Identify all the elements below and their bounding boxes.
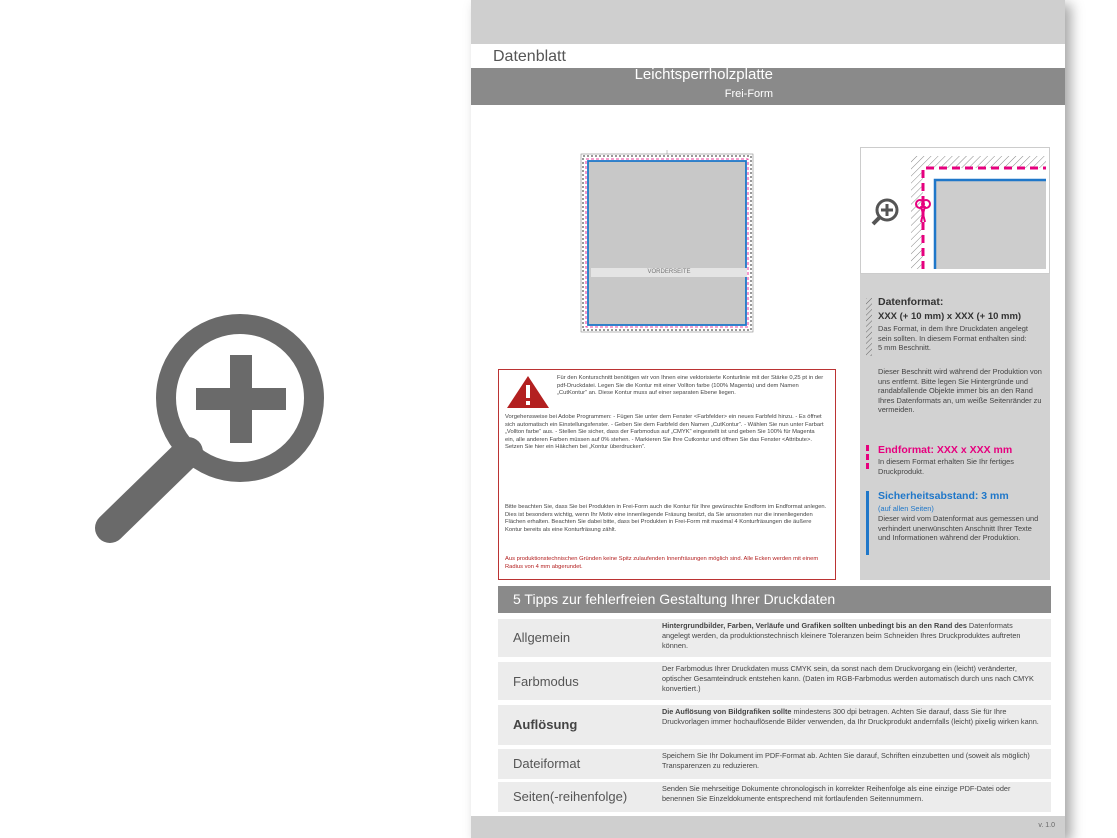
warning-note: Bitte beachten Sie, dass Sie bei Produkten in Frei-Form auch die Kontur für Ihre gewünschte Endform im Endformat anlegen. Dies ist besonders wichtig, wenn Ihr Motiv eine innenliegende Fräsung besitzt, da Sie ansonsten nur die innenliegenden Flächen erhalten. Beachten Sie dabei bitte, dass bei Produkten in Frei-Form mit maximal 4 Konturfräsungen die äußere Kontur bereits als eine Konturfräsung zählt. [505,504,827,533]
tip-text-body: Der Farbmodus Ihrer Druckdaten muss CMYK sein, da sonst nach dem Druckvorgang ein (leicht) veränderter, optischer Gesamteindruck entstehen kann. (Daten im RGB-Farbmodus werden automatisch durch uns nach CMYK konvertiert.) [662,664,1034,693]
tip-row [498,749,1051,779]
template-illustration [577,150,757,335]
sicherheit-heading: Sicherheitsabstand: 3 mm [878,490,1009,502]
tip-text [662,707,1042,727]
tip-text-body: Senden Sie mehrseitige Dokumente chronologisch in korrekter Reihenfolge als eine einzige PDF-Datei oder benennen Sie Einzeldokumente entsprechend mit fortlaufenden Seitennummern. [662,784,1011,803]
product-name: Leichtsperrholzplatte [634,66,773,83]
zoom-in-magnifier-icon[interactable] [70,300,370,560]
tip-label: Dateiformat [513,756,581,771]
warning-triangle-icon [505,374,551,410]
warning-steps: Vorgehensweise bei Adobe Programmen: - Fügen Sie unter dem Fenster <Farbfelder> ein neues Farbfeld hinzu. - Es öffnet sich automatisch ein Einstellungsfenster. - Geben Sie dem Farbfeld den Namen „CutKontur“. - Wählen Sie nun unter Farbart „Vollton farbe“ aus. - Stellen Sie sicher, dass der Farbmodus auf „CMYK“ eingestellt ist und geben Sie 100% für Magenta ein, alle anderen Farben müssen auf 0% stehen. - Markieren Sie Ihre Cutkontur und öffnen Sie das Fenster <Attribute>. Setzen Sie hier ein Häkchen bei „Kontur überdrucken“. [505,414,824,451]
product-variant: Frei-Form [724,88,773,100]
page-top-band [471,0,1065,44]
sicherheit-text: Dieser wird vom Datenformat aus gemessen und verhindert unerwünschten Anschnitt Ihrer Texte und Informationen während der Produktion. [878,514,1039,543]
tip-label: Auflösung [513,717,578,732]
doc-type-label: Datenblatt [471,46,591,68]
tip-text [662,664,1042,694]
warning-red-note: Aus produktionstechnischen Gründen keine Spitz zulaufenden Innenfräsungen möglich sind. Alle Ecken werden mit einem Radius von 4 mm abgerundet. [505,556,819,570]
tip-text [662,784,1042,804]
page-bottom-band [471,816,1065,838]
tip-text [662,621,1042,651]
beschnitt-text: Dieser Beschnitt wird während der Produktion von uns entfernt. Bitte legen Sie Hintergründe und randabfallende Objekte immer bis an den Rand Ihres Datenformats an, um weiße Seitenränder zu vermeiden. [878,367,1042,415]
tip-row [498,705,1051,745]
sicherheit-sub: (auf allen Seiten) [878,504,934,513]
tip-text-body: Speichern Sie Ihr Dokument im PDF-Format ab. Achten Sie darauf, Schriften einzubetten und (soweit als möglich) Transparenzen zu reduzieren. [662,751,1030,770]
tip-label: Allgemein [513,630,571,645]
template-side-label: VORDERSEITE [591,268,747,277]
datenformat-marker [866,298,872,356]
tip-label: Seiten(-reihenfolge) [513,789,628,804]
sicherheit-marker [866,491,869,555]
tips-title: 5 Tipps zur fehlerfreien Gestaltung Ihrer Druckdaten [498,586,1051,613]
corner-detail-illustration [861,148,1051,275]
warning-intro: Für den Konturschnitt benötigen wir von Ihnen eine vektorisierte Konturlinie mit der Stärke 0,25 pt in der pdf-Druckdatei. Legen Sie die Kontur mit einer Vollton farbe (100% Magenta) und dem Namen „CutKontur“ an. Diese Kontur muss auf einer separaten Ebene liegen. [557,375,824,397]
tip-row [498,662,1051,700]
tip-text-body: Datenformats angelegt werden, da produktionstechnisch kleinere Toleranzen beim Schneiden Ihres Druckproduktes auftreten können. [662,621,1021,650]
specs-panel [860,274,1050,580]
corner-detail-box [860,147,1050,274]
tip-text-bold: Die Auflösung von Bildgrafiken sollte [662,707,792,716]
contour-warning-box [498,369,836,580]
version-label: v. 1.0 [1038,822,1055,829]
tip-row [498,619,1051,657]
tip-label: Farbmodus [513,674,579,689]
endformat-heading: Endformat: XXX x XXX mm [878,444,1013,456]
datasheet-page [471,0,1065,838]
tip-text [662,751,1042,771]
datenformat-size: XXX (+ 10 mm) x XXX (+ 10 mm) [878,311,1022,322]
tip-text-body: mindestens 300 dpi betragen. Achten Sie darauf, dass Sie für Ihre Druckvorlagen immer hochauflösende Bilder verwenden, da Ihr Druckprodukt andernfalls (leicht) pixelig wirken kann. [662,707,1039,726]
datenformat-text: Das Format, in dem Ihre Druckdaten angelegt sein sollten. In diesem Format enthalten sind: 5 mm Beschnitt. [878,324,1028,353]
datenformat-heading: Datenformat: [878,296,944,308]
tip-text-bold: Hintergrundbilder, Farben, Verläufe und Grafiken sollten unbedingt bis an den Rand des [662,621,967,630]
endformat-text: In diesem Format erhalten Sie Ihr fertiges Druckprodukt. [878,457,1014,476]
tip-row [498,782,1051,812]
zoom-in-small-icon [873,200,897,224]
endformat-marker [866,445,872,469]
